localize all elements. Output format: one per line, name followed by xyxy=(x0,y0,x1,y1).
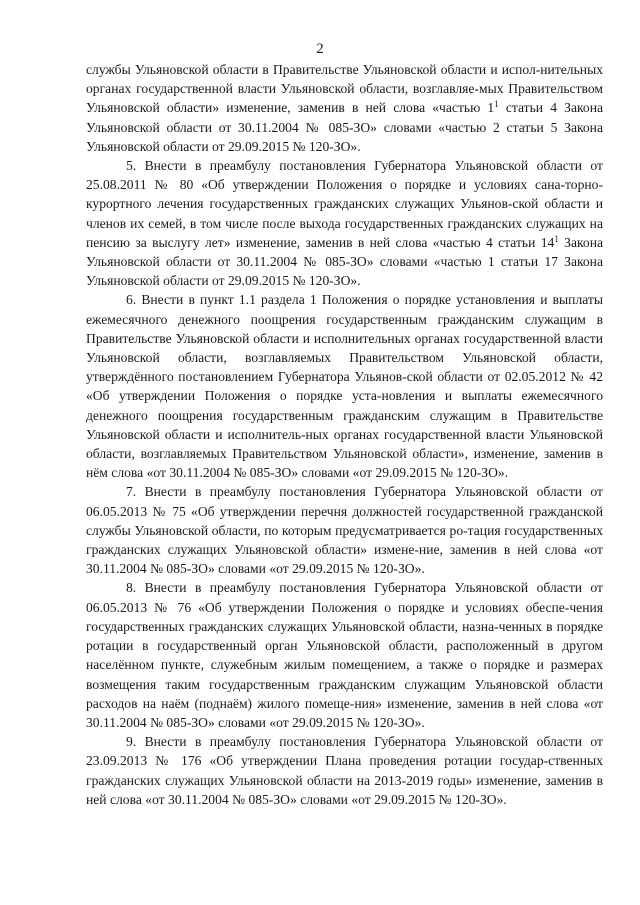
paragraph xyxy=(86,60,603,156)
paragraph-text: 9. Внести в преамбулу постановления Губернатора Ульяновской области от 23.09.2013 № 176 «Об утверждении Плана проведения ротации государ-ственных гражданских служащих Ульяновской области на 2013-2019 годы» изменение, заменив в ней слова «от 30.11.2004 № 085-ЗО» словами «от 29.09.2015 № 120-ЗО». xyxy=(86,734,603,807)
paragraph-text: 6. Внести в пункт 1.1 раздела 1 Положения о порядке установления и выплаты ежемесячного денежного поощрения государственным гражданским служащим в Правительстве Ульяновской области и исполнительных органах государственной власти Ульяновской области, возглавляемых Правительством Ульяновской области, утверждённого постановлением Губернатора Ульянов-ской области от 02.05.2012 № 42 «Об утверждении Положения о порядке уста-новления и выплаты ежемесячного денежного поощрения государственным гражданским служащим в Правительстве Ульяновской области и исполнитель-ных органах государственной власти Ульяновской области, возглавляемых Правительством Ульяновской области», изменение, заменив в нём слова «от 30.11.2004 № 085-ЗО» словами «от 29.09.2015 № 120-ЗО». xyxy=(86,292,603,481)
superscript: 1 xyxy=(494,99,499,110)
paragraph xyxy=(86,482,603,578)
paragraph-text: 8. Внести в преамбулу постановления Губернатора Ульяновской области от 06.05.2013 № 76 «Об утверждении Положения о порядке и условиях обеспе-чения государственных гражданских служащих Ульяновской области, назна-ченных в порядке ротации в государственный орган Ульяновской области, расположенный в другом населённом пункте, служебным жилым помещением, а также о порядке и размерах возмещения таким государственным гражданским служащим Ульяновской области расходов на наём (поднаём) жилого помеще-ния» изменение, заменив в ней слова «от 30.11.2004 № 085-ЗО» словами «от 29.09.2015 № 120-ЗО». xyxy=(86,580,603,730)
superscript: 1 xyxy=(554,233,559,244)
paragraph-text: 5. Внести в преамбулу постановления Губернатора Ульяновской области от 25.08.2011 № 80 «Об утверждении Положения о порядке и условиях сана-торно-курортного лечения государственных гражданских служащих Ульянов-ской области и членов их семей, в том числе после выхода государственных гражданских служащих на пенсию за выслугу лет» изменение, заменив в ней слова «частью 4 статьи 14 xyxy=(86,158,603,250)
paragraph-text: службы Ульяновской области в Правительстве Ульяновской области и испол-нительных органах государственной власти Ульяновской области, возглавляе-мых Правительством Ульяновской области» изменение, заменив в ней слова «частью 1 xyxy=(86,62,603,116)
paragraph xyxy=(86,290,603,482)
page-number: 2 xyxy=(316,41,324,57)
paragraph xyxy=(86,156,603,290)
paragraph xyxy=(86,578,603,732)
document-body xyxy=(86,60,603,809)
paragraph-text: статьи 4 Закона Ульяновской области от 30.11.2004 № 085-ЗО» словами «частью 2 статьи 5 Закона Ульяновской области от 29.09.2015 № 120-ЗО». xyxy=(86,100,604,154)
paragraph-text: Закона Ульяновской области от 30.11.2004 № 085-ЗО» словами «частью 1 статьи 17 Закона Ульяновской области от 29.09.2015 № 120-ЗО». xyxy=(86,234,603,289)
paragraph-text: 7. Внести в преамбулу постановления Губернатора Ульяновской области от 06.05.2013 № 75 «Об утверждении перечня должностей государственной гражданской службы Ульяновской области, по которым предусматривается ро-тация государственных гражданских служащих Ульяновской области» измене-ние, заменив в ней слова «от 30.11.2004 № 085-ЗО» словами «от 29.09.2015 № 120-ЗО». xyxy=(86,484,603,577)
paragraph xyxy=(86,732,603,809)
